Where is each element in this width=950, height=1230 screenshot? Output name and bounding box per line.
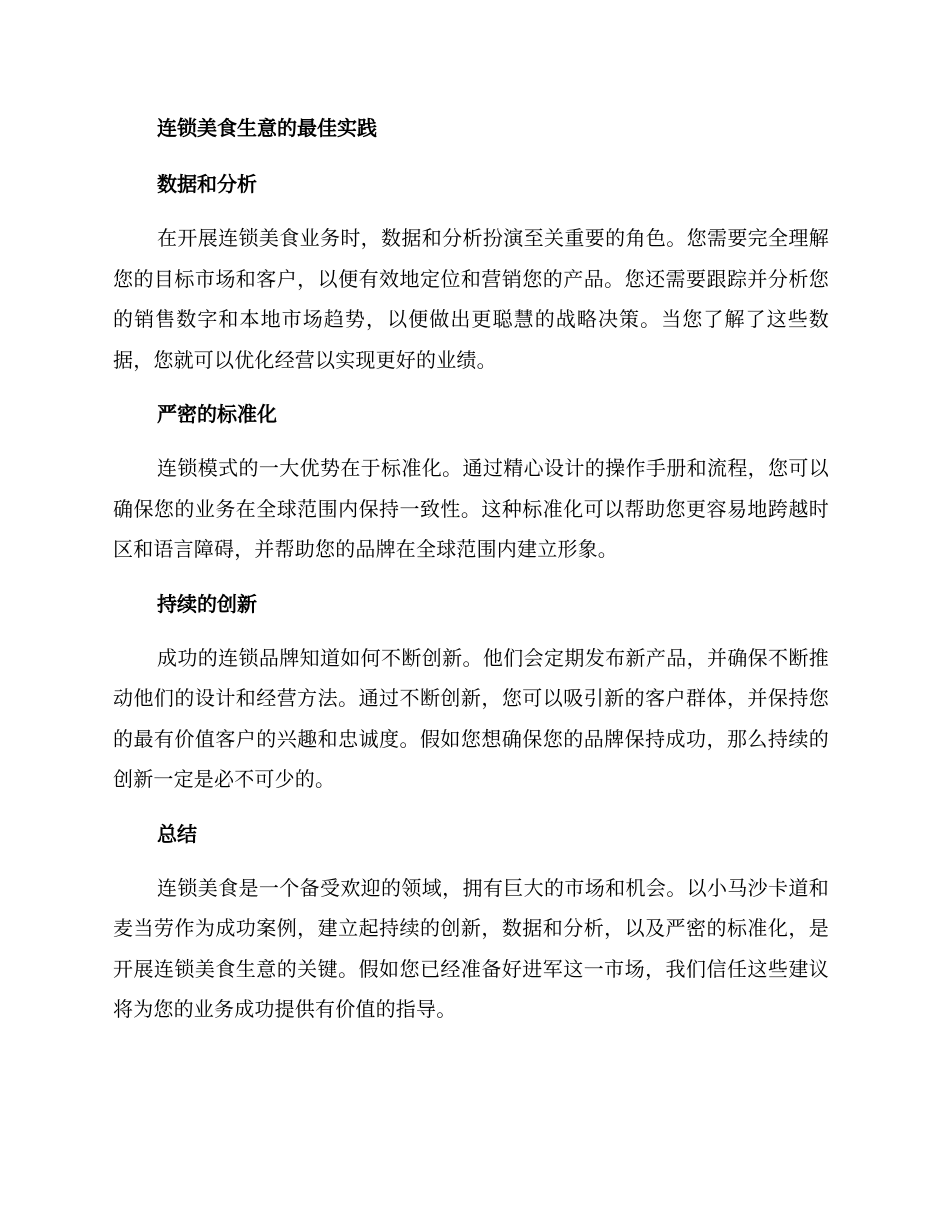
section-summary <box>113 814 829 1030</box>
document-content <box>113 108 829 1044</box>
section-paragraph: 连锁模式的一大优势在于标准化。通过精心设计的操作手册和流程，您可以确保您的业务在全球范围内保持一致性。这种标准化可以帮助您更容易地跨越时区和语言障碍，并帮助您的品牌在全球范围内建立形象。 <box>113 456 829 561</box>
section-data-analysis <box>113 164 829 380</box>
section-paragraph: 连锁美食是一个备受欢迎的领域，拥有巨大的市场和机会。以小马沙卡道和麦当劳作为成功案例，建立起持续的创新，数据和分析，以及严密的标准化，是开展连锁美食生意的关键。假如您已经准备好进军这一市场，我们信任这些建议将为您的业务成功提供有价值的指导。 <box>113 875 829 1021</box>
section-innovation <box>113 584 829 800</box>
section-paragraph: 成功的连锁品牌知道如何不断创新。他们会定期发布新产品，并确保不断推动他们的设计和经营方法。通过不断创新，您可以吸引新的客户群体，并保持您的最有价值客户的兴趣和忠诚度。假如您想确保您的品牌保持成功，那么持续的创新一定是必不可少的。 <box>113 645 829 791</box>
section-heading: 持续的创新 <box>157 591 257 616</box>
document-title: 连锁美食生意的最佳实践 <box>157 116 377 140</box>
section-standardization <box>113 394 829 570</box>
section-heading: 数据和分析 <box>157 172 257 196</box>
section-paragraph: 在开展连锁美食业务时，数据和分析扮演至关重要的角色。您需要完全理解您的目标市场和客户，以便有效地定位和营销您的产品。您还需要跟踪并分析您的销售数字和本地市场趋势，以便做出更聪慧的战略决策。当您了解了这些数据，您就可以优化经营以实现更好的业绩。 <box>113 226 829 372</box>
section-heading: 严密的标准化 <box>157 402 277 426</box>
section-heading: 总结 <box>157 821 197 846</box>
